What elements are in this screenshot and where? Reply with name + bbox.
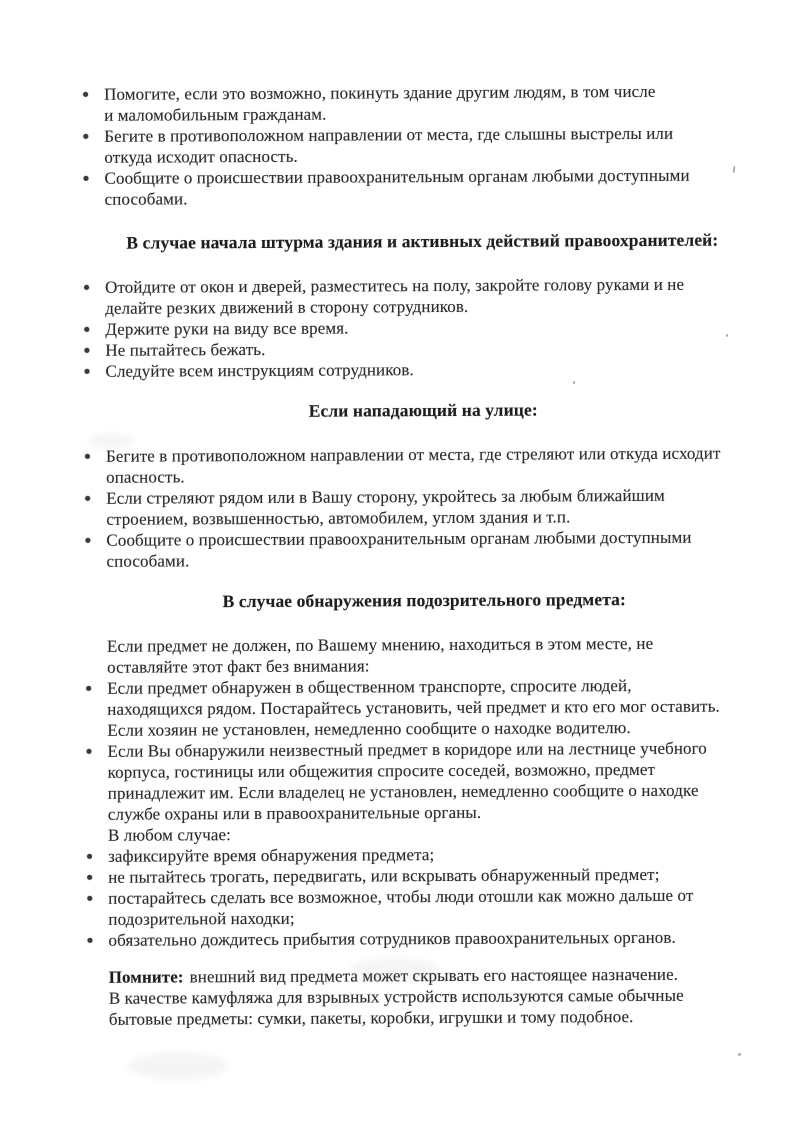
text-line: Следуйте всем инструкциям сотрудников. [105,360,414,381]
bullet-text [107,674,780,741]
list-item [104,164,777,210]
text-line: строением, возвышенностью, автомобилем, углом здания и т.п. [106,507,571,529]
text-line: бытовые предметы: сумки, пакеты, коробки, игрушки и тому подобное. [108,1007,634,1029]
text-line: Если хозяин не установлен, немедленно сообщите о находке водителю. [107,718,631,740]
bullet-dot-icon [87,896,92,901]
bullet-dot-icon [87,875,92,880]
bullet-text [106,526,779,572]
text-line: и маломобильным гражданам. [104,104,327,125]
text-line: Помогите, если это возможно, покинуть здание другим людям, в том числе [104,81,656,104]
text-line: корпуса, гостиницы или общежития спросите соседей, возможно, предмет [107,759,656,782]
section-heading: Если нападающий на улице: [308,399,538,421]
bullet-text [105,273,778,319]
text-line: принадлежит им. Если владелец не установлен, немедленно сообщите о находке [107,780,699,803]
scan-artifact [738,1053,741,1056]
bullet-text [106,442,779,488]
bullet-dot-icon [85,454,90,459]
list-item [104,80,777,126]
scan-artifact [726,334,728,337]
text-line: Если Вы обнаружили неизвестный предмет в коридоре или на лестнице учебного [107,738,707,761]
bullet-text [106,484,779,530]
list-item [106,526,779,572]
bullet-dot-icon [84,327,89,332]
list-item [106,442,779,488]
text-line: способами. [104,189,188,209]
bullet-dot-icon [86,749,91,754]
bullet-dot-icon [83,134,88,139]
bullet-dot-icon [84,285,89,290]
section-heading: В случае обнаружения подозрительного предмета: [222,589,626,612]
section-heading: В случае начала штурма здания и активных действий правоохранителей: [126,229,719,253]
list-item [107,674,780,741]
bullet-text [105,357,778,382]
text-line: зафиксируйте время обнаружения предмета; [107,845,435,866]
text-line: находящихся рядом. Постарайтесь установить, чей предмет и кто его мог оставить. [107,696,720,719]
bullet-dot-icon [85,538,90,543]
text-line: Сообщите о происшествии правоохранительным органам любыми доступными [104,165,690,188]
scan-artifact [350,958,440,982]
bullet-list [104,80,778,210]
text-line: Если предмет не должен, по Вашему мнению, находиться в этом месте, не [106,633,654,656]
bullet-text [108,926,781,951]
bullet-text [104,164,777,210]
note-paragraph [109,963,782,1030]
bullet-list [105,273,779,382]
text-line: Держите руки на виду все время. [105,318,349,339]
bullet-dot-icon [84,348,89,353]
text-line: Если стреляют рядом или в Вашу сторону, укройтесь за любым ближайшим [106,485,665,508]
text-line: Бегите в противоположном направлении от места, где слышны выстрелы или [104,123,674,146]
bullet-text [107,737,781,846]
list-item [105,273,778,319]
text-line: обязательно дождитесь прибытия сотрудников правоохранительных органов. [108,927,676,950]
text-line: постарайтесь сделать все возможное, чтобы люди отошли как можно дальше от [108,885,694,908]
text-line: Не пытайтесь бежать. [105,339,266,360]
bullet-dot-icon [83,92,88,97]
text-line: не пытайтесь трогать, передвигать, или вскрывать обнаруженный предмет; [108,864,660,887]
text-line: Сообщите о происшествии правоохранительным органам любыми доступными [106,527,692,550]
text-line: внешний вид предмета может скрывать его настоящее назначение. [189,964,679,987]
bullet-text [108,884,781,930]
text-line: В качестве камуфляжа для взрывных устройств используются самые обычные [108,985,684,1008]
text-line: службе охраны или в правоохранительные органы. [107,802,482,824]
text-line: В любом случае: [107,825,231,845]
bullet-dot-icon [87,854,92,859]
text-line: подозрительной находки; [108,908,295,929]
list-item [107,737,781,846]
note-lead: Помните: [108,967,184,987]
list-item [104,122,777,168]
text-line: опасность. [106,467,185,487]
scan-artifact [128,1052,228,1080]
bullet-dot-icon [84,369,89,374]
list-item [105,357,778,382]
scan-artifact [573,381,575,384]
text-line: Отойдите от окон и дверей, разместитесь на полу, закройте голову руками и не [105,274,685,297]
list-item [106,484,779,530]
list-item [108,926,781,951]
text-line: способами. [106,551,190,571]
bullet-list [106,442,780,572]
bullet-list [107,674,781,951]
text-line: делайте резких движений в сторону сотрудников. [105,296,469,318]
bullet-dot-icon [86,686,91,691]
text-line: Если предмет обнаружен в общественном транспорте, спросите людей, [107,676,632,698]
bullet-text [104,80,777,126]
bullet-dot-icon [83,176,88,181]
text-line: оставляйте этот факт без внимания: [107,656,370,677]
paragraph [107,632,780,678]
bullet-dot-icon [87,938,92,943]
list-item [108,884,781,930]
bullet-text [104,122,777,168]
document-content [104,80,782,1030]
scan-artifact [88,434,134,448]
bullet-dot-icon [85,496,90,501]
text-line: откуда исходит опасность. [104,146,298,167]
text-line: Бегите в противоположном направлении от места, где стреляют или откуда исходит [105,443,721,466]
